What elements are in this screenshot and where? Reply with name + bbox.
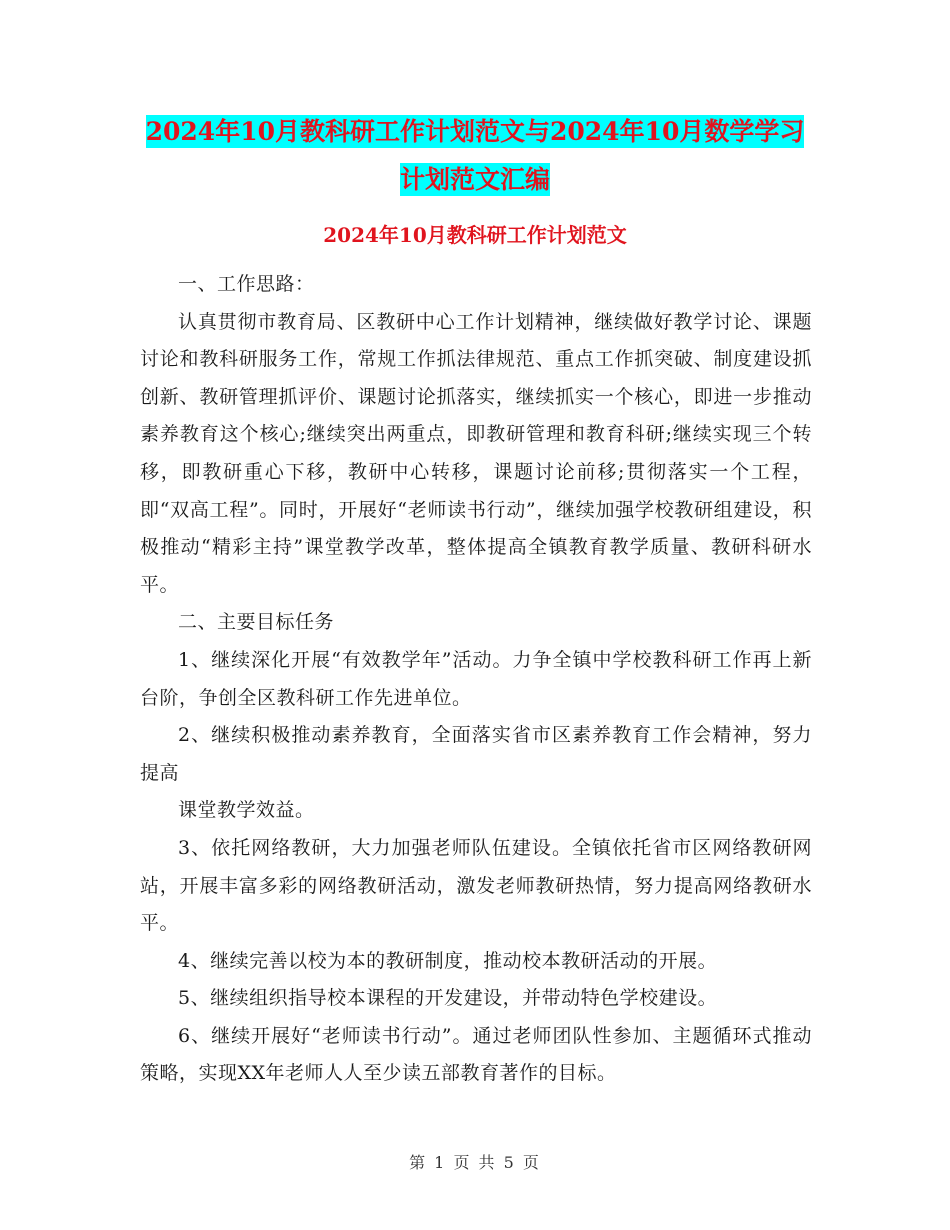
paragraph: 2、继续积极推动素养教育，全面落实省市区素养教育工作会精神，努力提高 (140, 724, 812, 784)
paragraph: 3、依托网络教研，大力加强老师队伍建设。全镇依托省市区网络教研网站，开展丰富多彩的网络教研活动，激发老师教研热情，努力提高网络教研水平。 (140, 836, 812, 935)
paragraph: 4、继续完善以校为本的教研制度，推动校本教研活动的开展。 (178, 949, 718, 972)
paragraph: 6、继续开展好“老师读书行动”。通过老师团队性参加、主题循环式推动策略，实现XX年老师人人至少读五部教育著作的目标。 (140, 1024, 812, 1085)
paragraph-heading-2: 二、主要目标任务 (178, 611, 335, 634)
paragraph: 认真贯彻市教育局、区教研中心工作计划精神，继续做好教学讨论、课题讨论和教科研服务工作，常规工作抓法律规范、重点工作抓突破、制度建设抓创新、教研管理抓评价、课题讨论抓落实，继续抓实一个核心，即进一步推动素养教育这个核心;继续突出两重点，即教研管理和教育科研;继续实现三个转移，即教研重心下移，教研中心转移，课题讨论前移;贯彻落实一个工程，即“双高工程”。同时，开展好“老师读书行动”，继续加强学校教研组建设，积极推动“精彩主持”课堂教学改革，整体提高全镇教育教学质量、教研科研水平。 (140, 310, 812, 596)
paragraph: 课堂教学效益。 (178, 799, 315, 822)
document-body (140, 266, 812, 1093)
document-title (140, 108, 810, 204)
page-footer: 第 1 页 共 5 页 (409, 1153, 541, 1172)
section-title: 2024年10月教科研工作计划范文 (323, 223, 627, 247)
paragraph: 1、继续深化开展“有效教学年”活动。力争全镇中学校教科研工作再上新台阶，争创全区教科研工作先进单位。 (140, 648, 812, 709)
paragraph-heading-1: 一、工作思路： (178, 273, 315, 295)
paragraph: 5、继续组织指导校本课程的开发建设，并带动特色学校建设。 (178, 987, 718, 1010)
document-title-text: 2024年10月教科研工作计划范文与2024年10月数学学习计划范文汇编 (145, 117, 805, 194)
